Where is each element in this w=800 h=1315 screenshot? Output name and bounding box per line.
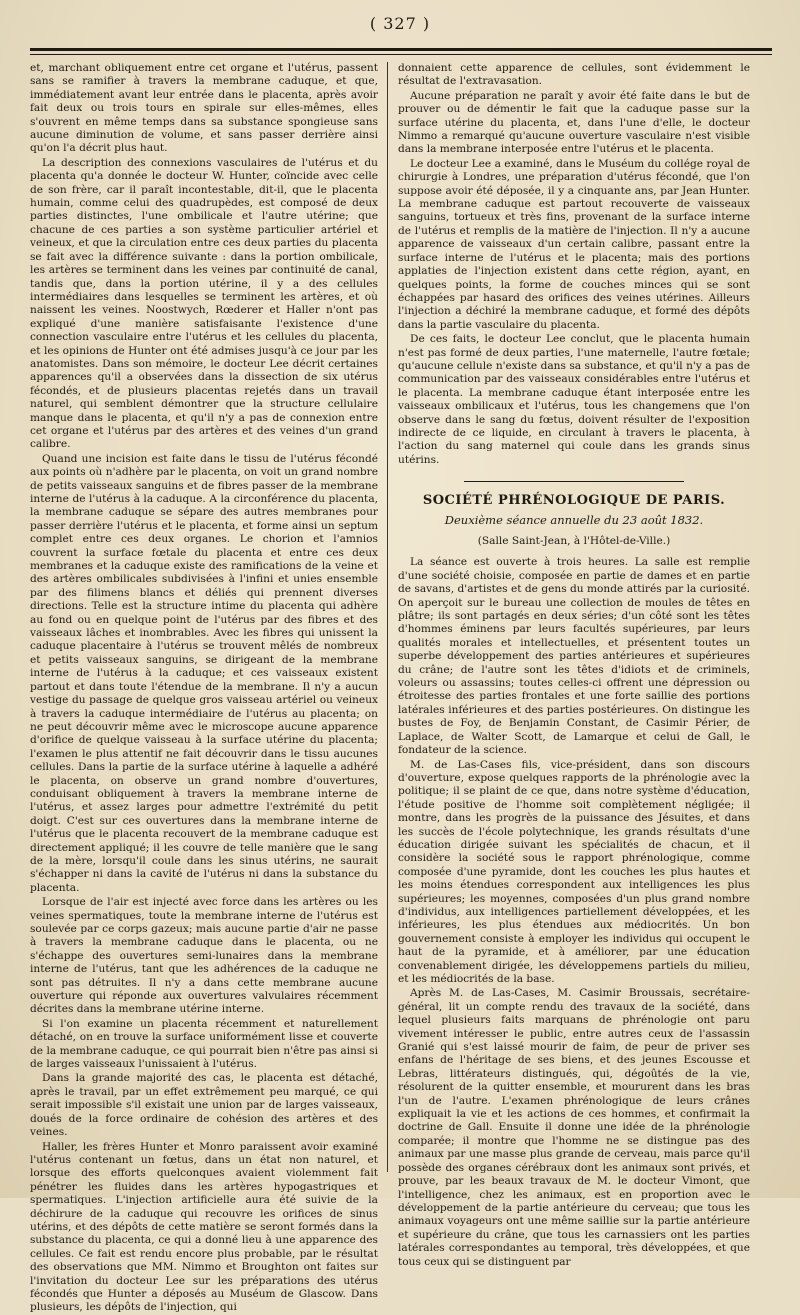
paragraph: Après M. de Las-Cases, M. Casimir Broussais, secrétaire-général, lit un compte rendu des travaux de la société, dans lequel plusieurs faits marquans de phrénologie ont paru vivement intéresser le public, entre autres ceux de l'assassin Granié qui s'est laissé mourir de faim, de peur de priver ses enfans de l'héritage de ses biens, et des jeunes Escousse et Lebras, littérateurs distingués, qui, dégoûtés de la vie, résolurent de la quitter ensemble, et moururent dans les bras l'un de l'autre. L'examen phrénologique de leurs crânes expliquait la vie et les actions de ces hommes, et confirmait la doctrine de Gall. Ensuite il donne une idée de la phrénologie comparée; il montre que l'homme ne se distingue pas des animaux par une masse plus grande de cerveau, mais parce qu'il possède des organes cérébraux dont les animaux sont privés, et prouve, par les beaux travaux de M. le docteur Vimont, que l'intelligence, chez les animaux, est en proportion avec le développement de la partie antérieure du cerveau; que tous les animaux voyageurs ont une même saillie sur la partie antérieure et supérieure du crâne, que tous les carnassiers ont les parties latérales correspondantes au temporal, très développées, et que tous ceux qui se distinguent par: [398, 987, 750, 1268]
left-column: [30, 62, 378, 1314]
page-number: ( 327 ): [369, 14, 431, 33]
paragraph: Lorsque de l'air est injecté avec force dans les artères ou les veines spermatiques, toute la membrane interne de l'utérus est soulevée par ce corps gazeux; mais aucune partie d'air ne passe à travers la membrane caduque dans le placenta, ou ne s'échappe des ouvertures semi-lunaires dans la membrane interne de l'utérus, tant que les adhérences de la caduque ne sont pas détruites. Il n'y a dans cette membrane aucune ouverture qui réponde aux ouvertures valvulaires récemment décrites dans la membrane utérine interne.: [30, 896, 378, 1016]
section-title: SOCIÉTÉ PHRÉNOLOGIQUE DE PARIS.: [422, 493, 726, 509]
paragraph: Si l'on examine un placenta récemment et naturellement détaché, on en trouve la surface uniformément lisse et couverte de la membrane caduque, ce qui pourrait bien n'être pas ainsi si de larges vaisseaux l'unissaient à l'utérus.: [30, 1017, 378, 1071]
paragraph: M. de Las-Cases fils, vice-président, dans son discours d'ouverture, expose quelques rapports de la phrénologie avec la politique; il se plaint de ce que, dans notre système d'éducation, l'étude positive de l'homme soit complètement négligée; il montre, dans les progrès de la puissance des Jésuites, et dans les succès de l'école polytechnique, les grands résultats d'une éducation dirigée suivant les spécialités de chacun, et il considère la société sous le rapport phrénologique, comme composée d'une pyramide, dont les couches les plus hautes et les moins étendues correspondent aux intelligences les plus supérieures; les moyennes, composées d'un plus grand nombre d'individus, aux intelligences partiellement développées, et les inférieures, les plus étendues aux médiocrités. Un bon gouvernement consiste à employer les individus qui occupent le haut de la pyramide, et à améliorer, par une éducation convenablement dirigée, les développemens partiels du milieu, et les médiocrités de la base.: [398, 758, 750, 985]
paragraph: La séance est ouverte à trois heures. La salle est remplie d'une société choisie, composée en partie de dames et en partie de savans, d'artistes et de gens du monde attirés par la curiosité. On aperçoit sur le bureau une collection de moules de têtes en plâtre; ils sont partagés en deux séries; d'un côté sont les têtes d'hommes éminens par leurs facultés supérieures, par leurs qualités morales et intellectuelles, et présentent toutes un superbe développement des parties antérieures et supérieures du crâne; de l'autre sont les têtes d'idiots et de criminels, voleurs ou assassins; toutes celles-ci offrent une dépression ou étroitesse des parties frontales et une forte saillie des portions latérales inférieures et des parties postérieures. On distingue les bustes de Foy, de Benjamin Constant, de Casimir Périer, de Laplace, de Walter Scott, de Lamarque et celui de Gall, le fondateur de la science.: [398, 556, 750, 757]
paragraph: La description des connexions vasculaires de l'utérus et du placenta qu'a donnée le docteur W. Hunter, coïncide avec celle de son frère, car il paraît incontestable, dit-il, que le placenta humain, comme celui des quadrupèdes, est composé de deux parties distinctes, l'une ombilicale et l'autre utérine; que chacune de ces parties a son système particulier artériel et veineux, et que la circulation entre ces deux parties du placenta se fait avec la différence suivante : dans la portion ombilicale, les artères se terminent dans les veines par continuité de canal, tandis que, dans la portion utérine, il y a des cellules intermédiaires dans lesquelles se terminent les artères, et où naissent les veines. Noostwych, Rœderer et Haller n'ont pas expliqué d'une manière satisfaisante l'existence d'une connection vasculaire entre l'utérus et les cellules du placenta, et les opinions de Hunter ont été admises jusqu'à ce jour par les anatomistes. Dans son mémoire, le docteur Lee décrit certaines apparences qu'il a observées dans la dissection de six utérus fécondés, et de plusieurs placentas rejetés dans un travail naturel, qui semblent démontrer que la structure cellulaire manque dans le placenta, et qu'il n'y a pas de connexion entre cet organe et l'utérus par des artères et des veines d'un grand calibre.: [30, 156, 378, 451]
right-column: [398, 62, 750, 1268]
paragraph: Le docteur Lee a examiné, dans le Muséum du collége royal de chirurgie à Londres, une préparation d'utérus fécondé, que l'on suppose avoir été déposée, il y a cinquante ans, par Jean Hunter. La membrane caduque est partout recouverte de vaisseaux sanguins, tortueux et très fins, provenant de la surface interne de l'utérus et remplis de la matière de l'injection. Il n'y a aucune apparence de vaisseaux d'un certain calibre, passant entre la surface interne de l'utérus et le placenta; mais des portions applaties de l'injection existent dans cette région, ayant, en quelques points, la forme de couches minces qui se sont échappées par hasard des orifices des veines utérines. Ailleurs l'injection a déchiré la membrane caduque, et formé des dépôts dans la partie vasculaire du placenta.: [398, 157, 750, 331]
paragraph: De ces faits, le docteur Lee conclut, que le placenta humain n'est pas formé de deux parties, l'une maternelle, l'autre fœtale; qu'aucune cellule n'existe dans sa substance, et qu'il n'y a pas de communication par des vaisseaux considérables entre l'utérus et le placenta. La membrane caduque étant interposée entre les vaisseaux ombilicaux et l'utérus, tous les changemens que l'on observe dans le sang du fœtus, doivent résulter de l'exposition indirecte de ce liquide, en circulant à travers le placenta, à l'action du sang maternel qui coule dans les grands sinus utérins.: [398, 333, 750, 466]
paragraph: et, marchant obliquement entre cet organe et l'utérus, passent sans se ramifier à travers la membrane caduque, et que, immédiatement avant leur entrée dans le placenta, après avoir fait deux ou trois tours en spirale sur elles-mêmes, elles s'ouvrent en même temps dans sa substance spongieuse sans aucune diminution de volume, et sans passer derrière ainsi qu'on l'a décrit plus haut.: [30, 62, 378, 155]
section-subtitle: Deuxième séance annuelle du 23 août 1832.: [444, 512, 704, 527]
header-rule-thick: [30, 48, 772, 51]
paragraph: Aucune préparation ne paraît y avoir été faite dans le but de prouver ou de démentir le fait que la caduque passe sur la surface utérine du placenta, et, dans l'une d'elle, le docteur Nimmo a remarqué qu'aucune ouverture vasculaire n'est visible dans la membrane interposée entre l'utérus et le placenta.: [398, 89, 750, 156]
paragraph: donnaient cette apparence de cellules, sont évidemment le résultat de l'extravasation.: [398, 62, 750, 88]
paragraph: Haller, les frères Hunter et Monro paraissent avoir examiné l'utérus contenant un fœtus, dans un état non naturel, et lorsque des efforts quelconques avaient violemment fait pénétrer les fluides dans les artères hypogastriques et spermatiques. L'injection artificielle aura été suivie de la déchirure de la caduque qui recouvre les orifices de sinus utérins, et des dépôts de cette matière se seront formés dans la substance du placenta, ce qui a donné lieu à une apparence des cellules. Ce fait est rendu encore plus probable, par le résultat des observations que MM. Nimmo et Broughton ont faites sur l'invitation du docteur Lee sur les préparations des utérus fécondés que Hunter a déposés au Muséum de Glascow. Dans plusieurs, les dépôts de l'injection, qui: [30, 1140, 378, 1314]
section-venue: (Salle Saint-Jean, à l'Hôtel-de-Ville.): [477, 535, 671, 547]
column-divider: [387, 62, 388, 1172]
paragraph: Dans la grande majorité des cas, le placenta est détaché, après le travail, par un effet extrêmement peu marqué, ce qui serait impossible s'il existait une union par de larges vaisseaux, doués de la force ordinaire de cohésion des artères et des veines.: [30, 1072, 378, 1139]
section-separator: [464, 481, 684, 482]
header-rule-thin: [30, 54, 772, 55]
paragraph: Quand une incision est faite dans le tissu de l'utérus fécondé aux points où n'adhère par le placenta, on voit un grand nombre de petits vaisseaux sanguins et de fibres passer de la membrane interne de l'utérus à la caduque. A la circonférence du placenta, la membrane caduque se sépare des autres membranes pour passer derrière l'utérus et le placenta, et forme ainsi un septum complet entre ces deux organes. Le chorion et l'amnios couvrent la surface fœtale du placenta et entre ces deux membranes et la caduque existe des ramifications de la veine et des artères ombilicales subdivisées à l'infini et unies ensemble par des filimens blancs et déliés qui prennent diverses directions. Telle est la structure intime du placenta qui adhère au fond ou en quelque point de l'utérus par des fibres et des vaisseaux lâches et inombrables. Avec les fibres qui unissent la caduque placentaire à l'utérus se trouvent mêlés de nombreux et petits vaisseaux sanguins, se dirigeant de la membrane interne de l'utérus à la caduque; et ces vaisseaux existent partout et dans toute l'étendue de la membrane. Il n'y a aucun vestige du passage de quelque gros vaisseau artériel ou veineux à travers la caduque intermédiaire de l'utérus au placenta; on ne peut découvrir même avec le microscope aucune apparence d'orifice de quelque vaisseau à la surface utérine du placenta; l'examen le plus attentif ne fait découvrir dans le tissu aucunes cellules. Dans la partie de la surface utérine à laquelle a adhéré le placenta, on observe un grand nombre d'ouvertures, conduisant obliquement à travers la membrane interne de l'utérus, et assez larges pour admettre l'extrémité du petit doigt. C'est sur ces ouvertures dans la membrane interne de l'utérus que le placenta recouvert de la membrane caduque est directement appliqué; il les couvre de telle manière que le sang de la mère, lorsqu'il coule dans les sinus utérins, ne saurait s'échapper ni dans la cavité de l'utérus ni dans la substance du placenta.: [30, 452, 378, 894]
